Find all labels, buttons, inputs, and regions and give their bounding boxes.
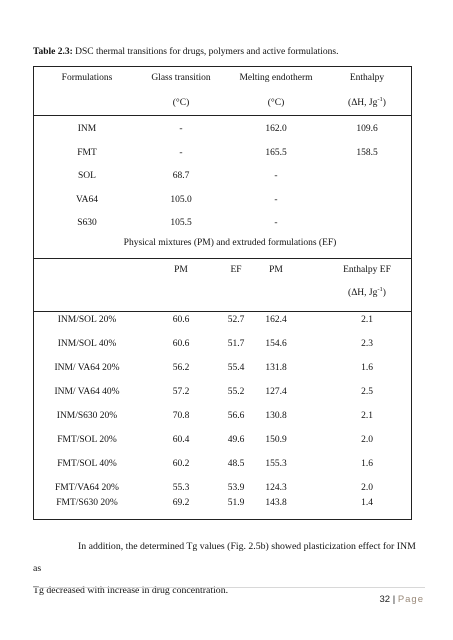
row-name: INM/SOL 20% <box>57 315 117 325</box>
row-enthalpy: 2.0 <box>361 435 373 445</box>
unit-enthalpy-ef: (ΔH, $Jg^{-1}$) <box>348 285 386 298</box>
row-enthalpy: 2.0 <box>361 483 373 493</box>
rule-header1 <box>34 115 411 116</box>
row-name: SOL <box>78 171 96 181</box>
row-pm-tg: 55.3 <box>172 483 190 493</box>
row-enthalpy: 109.6 <box>356 124 378 134</box>
row-tg: - <box>179 124 183 134</box>
row-melt: 162.0 <box>265 124 287 134</box>
col-enthalpy-ef: Enthalpy EF <box>343 265 391 275</box>
col-pm-tg: PM <box>174 265 188 275</box>
page-number: 32 | Page <box>379 594 424 605</box>
row-pm-tg: 60.4 <box>172 435 190 445</box>
row-pm-melt: 131.8 <box>265 363 287 373</box>
row-ef-tg: 56.6 <box>227 411 245 421</box>
row-pm-melt: 150.9 <box>265 435 287 445</box>
col-melting-endotherm: Melting endotherm <box>239 73 313 83</box>
row-name: INM/ VA64 20% <box>54 363 120 373</box>
col-glass-transition: Glass transition <box>151 73 211 83</box>
row-pm-melt: 130.8 <box>265 411 287 421</box>
row-name: INM/S630 20% <box>56 411 118 421</box>
row-name: INM/SOL 40% <box>57 339 117 349</box>
row-pm-tg: 60.6 <box>172 315 190 325</box>
row-pm-melt: 124.3 <box>265 483 287 493</box>
row-name: FMT <box>77 148 97 158</box>
row-ef-tg: 51.9 <box>227 498 245 508</box>
paragraph-line-2: Tg decreased with increase in drug concentration. <box>33 585 229 596</box>
row-pm-melt: 143.8 <box>265 498 287 508</box>
col-pm-melt: PM <box>269 265 283 275</box>
paragraph-line-1: In addition, the determined Tg values (Fig. 2.5b) showed plasticization effect for INM as <box>33 541 416 574</box>
row-enthalpy: 1.4 <box>361 498 373 508</box>
row-pm-tg: 69.2 <box>172 498 190 508</box>
row-pm-melt: 127.4 <box>265 387 287 397</box>
table-caption <box>33 46 423 58</box>
dsc-table <box>33 66 412 520</box>
col-formulations: Formulations <box>61 73 113 83</box>
section-title: Physical mixtures (PM) and extruded formulations (EF) <box>123 238 337 248</box>
row-name: FMT/SOL 40% <box>57 459 117 469</box>
row-ef-tg: 55.4 <box>227 363 245 373</box>
row-pm-tg: 60.2 <box>172 459 190 469</box>
row-ef-tg: 49.6 <box>227 435 245 445</box>
row-enthalpy: 2.5 <box>361 387 373 397</box>
row-tg: 68.7 <box>172 171 190 181</box>
row-melt: 165.5 <box>265 148 287 158</box>
row-pm-tg: 60.6 <box>172 339 190 349</box>
row-name: VA64 <box>76 195 98 205</box>
row-melt: - <box>274 218 278 228</box>
row-ef-tg: 55.2 <box>227 387 245 397</box>
col-enthalpy: Enthalpy <box>349 73 385 83</box>
row-pm-melt: 162.4 <box>265 315 287 325</box>
row-pm-tg: 56.2 <box>172 363 190 373</box>
unit-melting: (°C) <box>267 98 285 108</box>
row-pm-melt: 155.3 <box>265 459 287 469</box>
row-pm-tg: 70.8 <box>172 411 190 421</box>
row-ef-tg: 53.9 <box>227 483 245 493</box>
row-pm-melt: 154.6 <box>265 339 287 349</box>
row-melt: - <box>274 195 278 205</box>
row-ef-tg: 52.7 <box>227 315 245 325</box>
row-enthalpy: 2.3 <box>361 339 373 349</box>
body-paragraph <box>33 536 425 602</box>
caption-text: DSC thermal transitions for drugs, polymers and active formulations. <box>72 47 339 57</box>
rule-header2 <box>34 311 411 312</box>
row-ef-tg: 51.7 <box>227 339 245 349</box>
row-name: INM <box>77 124 97 134</box>
row-pm-tg: 57.2 <box>172 387 190 397</box>
row-ef-tg: 48.5 <box>227 459 245 469</box>
row-name: FMT/SOL 20% <box>57 435 117 445</box>
row-name: S630 <box>77 218 97 228</box>
rule-section <box>34 258 411 259</box>
row-tg: - <box>179 148 183 158</box>
row-name: FMT/S630 20% <box>56 498 118 508</box>
row-enthalpy: 1.6 <box>361 459 373 469</box>
unit-glass-transition: (°C) <box>172 98 190 108</box>
row-tg: 105.5 <box>170 218 192 228</box>
row-name: FMT/VA64 20% <box>55 483 119 493</box>
row-name: INM/ VA64 40% <box>54 387 120 397</box>
footer-divider <box>33 587 425 588</box>
unit-enthalpy: (ΔH, $Jg^{-1}$) <box>348 95 386 108</box>
col-ef-tg: EF <box>230 265 242 275</box>
row-enthalpy: 1.6 <box>361 363 373 373</box>
row-tg: 105.0 <box>170 195 192 205</box>
row-melt: - <box>274 171 278 181</box>
row-enthalpy: 2.1 <box>361 411 373 421</box>
row-enthalpy: 158.5 <box>356 148 378 158</box>
row-enthalpy: 2.1 <box>361 315 373 325</box>
caption-label: Table 2.3: <box>33 47 73 57</box>
